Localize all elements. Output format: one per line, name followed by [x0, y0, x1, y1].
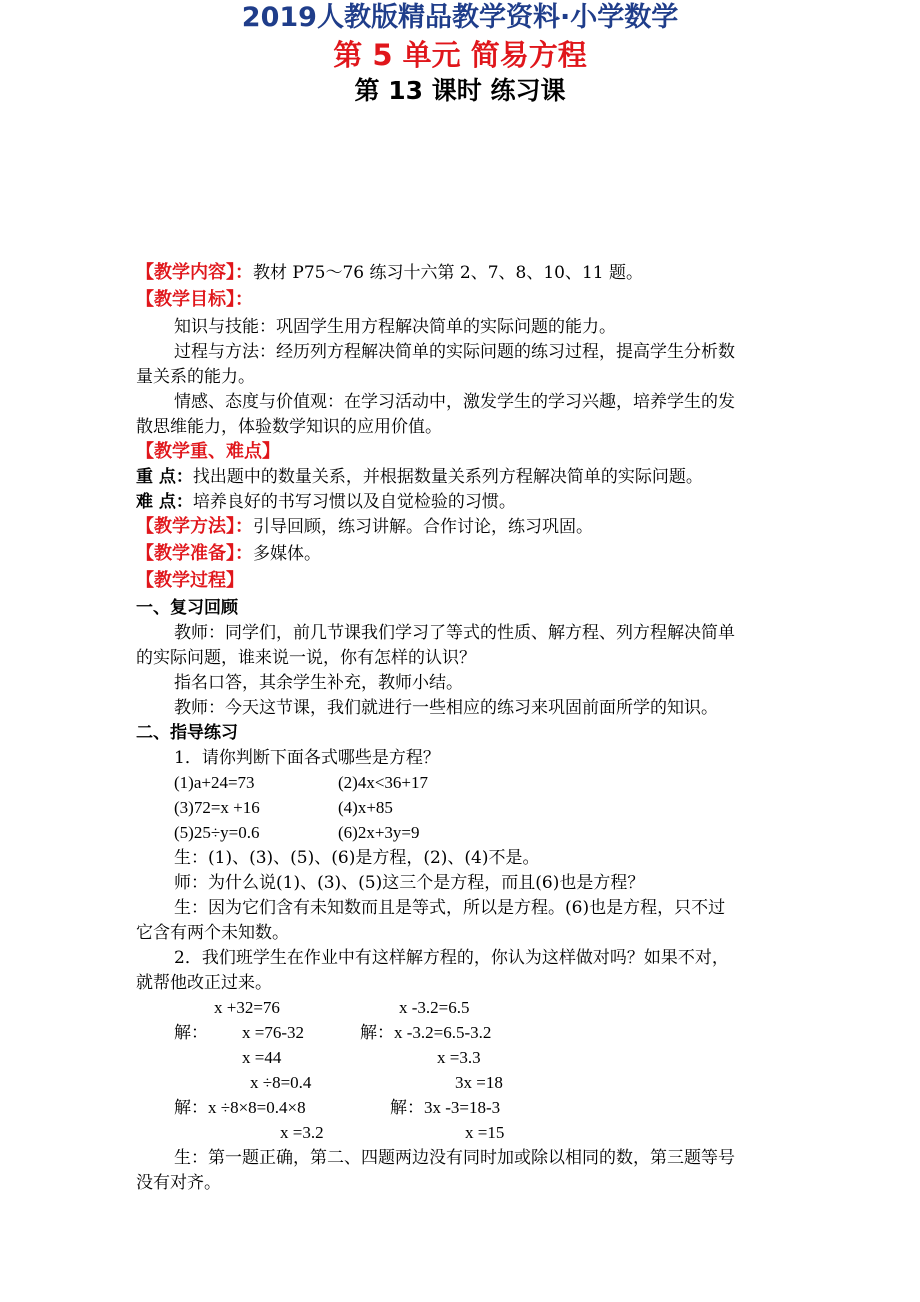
lesson-title: 第 13 课时 练习课 [354, 76, 566, 105]
answer-3a: 生：因为它们含有未知数而且是等式，所以是方程。(6)也是方程，只不过 [174, 898, 726, 918]
method-label: 【教学方法】： [136, 516, 253, 537]
work-3-label: 解： [174, 1023, 208, 1043]
work-10: 解：3x -3=18-3 [390, 1098, 501, 1117]
review-para-4: 教师：今天这节课，我们就进行一些相应的练习来巩固前面所学的知识。 [174, 698, 718, 718]
answer-1: 生：(1)、(3)、(5)、(6)是方程，(2)、(4)不是。 [174, 848, 540, 868]
equation-4: (4)x+85 [338, 798, 393, 817]
focus-row [136, 466, 703, 488]
work-4: 解：x -3.2=6.5-3.2 [360, 1023, 492, 1042]
prep-text: 多媒体。 [253, 544, 321, 564]
section-review: 一、复习回顾 [136, 598, 238, 618]
question-1: 1．请你判断下面各式哪些是方程？ [174, 748, 440, 768]
section-practice: 二、指导练习 [136, 723, 238, 743]
question-2b: 就帮他改正过来。 [136, 973, 272, 993]
goal-process-1: 过程与方法：经历列方程解决简单的实际问题的练习过程，提高学生分析数 [174, 342, 735, 362]
content-row [136, 262, 643, 284]
work-11: x =3.2 [280, 1123, 324, 1142]
equation-2: (2)4x<36+17 [338, 773, 428, 792]
work-3: x =76-32 [242, 1023, 304, 1042]
equation-6: (6)2x+3y=9 [338, 823, 420, 842]
work-8: 3x =18 [455, 1073, 503, 1092]
conclusion-1: 生：第一题正确，第二、四题两边没有同时加或除以相同的数，第三题等号 [174, 1148, 735, 1168]
work-5: x =44 [242, 1048, 282, 1067]
method-row [136, 516, 593, 538]
content-text: 教材 P75～76 练习十六第 2、7、8、10、11 题。 [253, 263, 644, 283]
equation-3: (3)72=x +16 [174, 798, 260, 817]
goal-emotion-2: 散思维能力，体验数学知识的应用价值。 [136, 417, 442, 437]
equation-1: (1)a+24=73 [174, 773, 255, 792]
work-7: x ÷8=0.4 [250, 1073, 312, 1092]
answer-2: 师：为什么说(1)、(3)、(5)这三个是方程，而且(6)也是方程？ [174, 873, 645, 893]
prep-row [136, 543, 321, 565]
review-para-2: 的实际问题，谁来说一说，你有怎样的认识？ [136, 648, 476, 668]
work-9: 解：x ÷8×8=0.4×8 [174, 1098, 306, 1117]
prep-label: 【教学准备】： [136, 543, 253, 564]
work-6: x =3.3 [437, 1048, 481, 1067]
work-1: x +32=76 [214, 998, 280, 1017]
content-label: 【教学内容】： [136, 262, 253, 283]
question-2a: 2．我们班学生在作业中有这样解方程的，你认为这样做对吗？如果不对， [174, 948, 729, 968]
hard-row [136, 491, 516, 513]
process-label: 【教学过程】 [136, 570, 244, 591]
work-12: x =15 [465, 1123, 505, 1142]
unit-title: 第 5 单元 简易方程 [333, 38, 587, 72]
goals-label: 【教学目标】： [136, 289, 253, 310]
series-title: 2019人教版精品教学资料·小学数学 [241, 2, 679, 33]
goal-emotion-1: 情感、态度与价值观：在学习活动中，激发学生的学习兴趣，培养学生的发 [174, 392, 735, 412]
hard-label: 难 点： [136, 492, 193, 512]
method-text: 引导回顾，练习讲解。合作讨论，练习巩固。 [253, 517, 593, 537]
equation-5: (5)25÷y=0.6 [174, 823, 260, 842]
focus-text: 找出题中的数量关系，并根据数量关系列方程解决简单的实际问题。 [192, 467, 703, 487]
key-label: 【教学重、难点】 [136, 441, 280, 462]
conclusion-2: 没有对齐。 [136, 1173, 221, 1193]
hard-text: 培养良好的书写习惯以及自觉检验的习惯。 [192, 492, 516, 512]
goal-process-2: 量关系的能力。 [136, 367, 255, 387]
work-2: x -3.2=6.5 [399, 998, 470, 1017]
review-para-3: 指名口答，其余学生补充，教师小结。 [174, 673, 463, 693]
answer-3b: 它含有两个未知数。 [136, 923, 289, 943]
goal-knowledge: 知识与技能：巩固学生用方程解决简单的实际问题的能力。 [174, 317, 616, 337]
focus-label: 重 点： [136, 467, 193, 487]
review-para-1: 教师：同学们，前几节课我们学习了等式的性质、解方程、列方程解决简单 [174, 623, 735, 643]
